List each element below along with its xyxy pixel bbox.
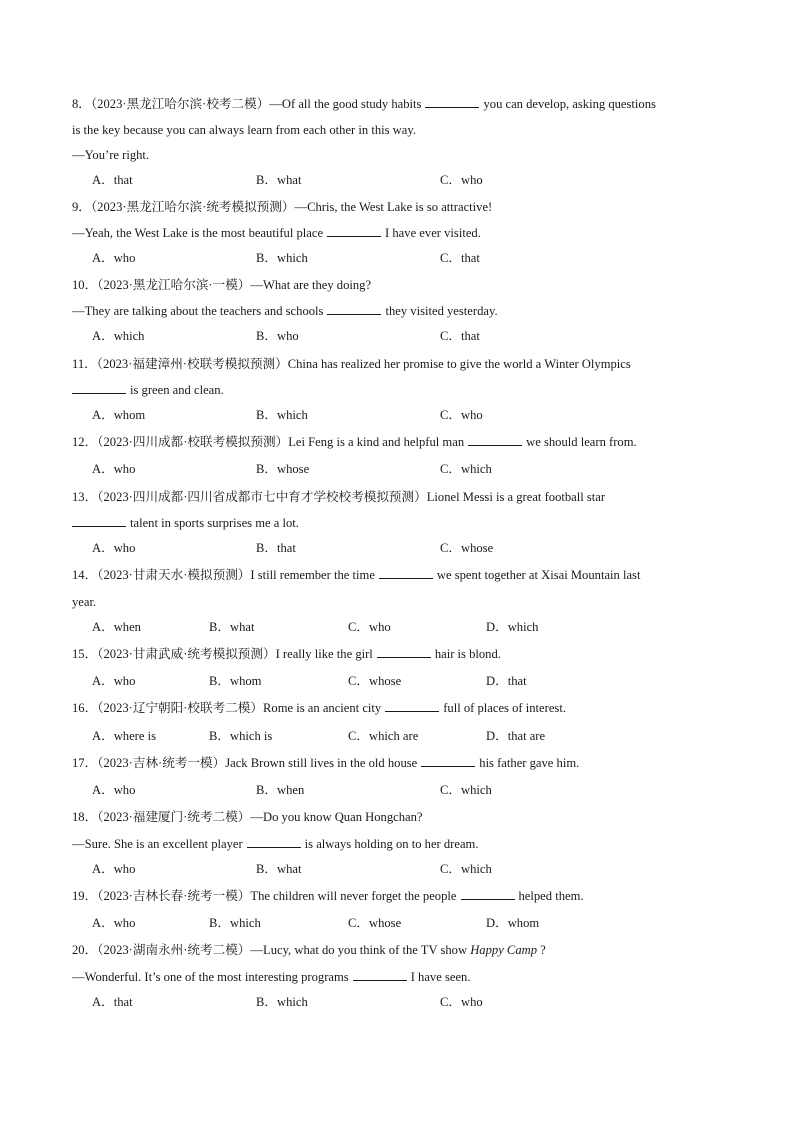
question-stem bbox=[72, 809, 423, 825]
question-text: —What are they doing? bbox=[250, 278, 372, 292]
option-d[interactable]: D．whom bbox=[486, 916, 540, 930]
question-dialogue-reply bbox=[72, 303, 498, 319]
question-number: 15． bbox=[72, 647, 98, 661]
question-source: （2023·甘肃天水·模拟预测） bbox=[97, 568, 251, 582]
option-b[interactable]: B．which bbox=[256, 408, 308, 422]
question-text: Rome is an ancient city bbox=[263, 701, 382, 715]
answer-blank[interactable] bbox=[327, 303, 381, 315]
option-c[interactable]: C．who bbox=[440, 173, 483, 187]
question-text: The children will never forget the people bbox=[250, 889, 457, 903]
option-c[interactable]: C．who bbox=[348, 620, 391, 634]
answer-blank[interactable] bbox=[353, 969, 407, 981]
option-c[interactable]: C．which bbox=[440, 862, 492, 876]
question-number: 10． bbox=[72, 278, 98, 292]
option-a[interactable]: A．who bbox=[92, 674, 136, 688]
option-c[interactable]: C．who bbox=[440, 408, 483, 422]
question-number: 14． bbox=[72, 568, 98, 582]
option-a[interactable]: A．who bbox=[92, 862, 136, 876]
answer-blank[interactable] bbox=[327, 225, 381, 237]
option-c[interactable]: C．whose bbox=[348, 916, 402, 930]
question-stem-continued bbox=[72, 515, 299, 531]
answer-blank[interactable] bbox=[379, 567, 433, 579]
question-number: 20． bbox=[72, 943, 98, 957]
option-a[interactable]: A．which bbox=[92, 329, 145, 343]
question-text: is green and clean. bbox=[130, 383, 224, 397]
question-text: I still remember the time bbox=[250, 568, 375, 582]
question-dialogue-reply bbox=[72, 147, 149, 163]
question-dialogue-reply bbox=[72, 836, 479, 852]
question-source: （2023·黑龙江哈尔滨·校考二模） bbox=[90, 97, 270, 111]
question-text: —Wonderful. It’s one of the most interesting programs bbox=[72, 970, 349, 984]
question-source: （2023·福建厦门·统考二模） bbox=[97, 810, 251, 824]
question-source: （2023·四川成都·四川省成都市七中育才学校校考模拟预测） bbox=[97, 490, 427, 504]
question-text: year. bbox=[72, 595, 97, 609]
question-stem-continued bbox=[72, 382, 224, 398]
question-number: 8． bbox=[72, 97, 91, 111]
option-c[interactable]: C．which are bbox=[348, 729, 419, 743]
option-a[interactable]: A．when bbox=[92, 620, 141, 634]
option-b[interactable]: B．what bbox=[209, 620, 255, 634]
option-c[interactable]: C．which bbox=[440, 783, 492, 797]
question-stem bbox=[72, 755, 579, 771]
question-stem bbox=[72, 888, 584, 904]
answer-blank[interactable] bbox=[385, 700, 439, 712]
question-dialogue-reply bbox=[72, 225, 481, 241]
question-stem bbox=[72, 199, 492, 215]
option-c[interactable]: C．which bbox=[440, 462, 492, 476]
option-a[interactable]: A．who bbox=[92, 916, 136, 930]
option-c[interactable]: C．whose bbox=[440, 541, 494, 555]
option-a[interactable]: A．whom bbox=[92, 408, 146, 422]
answer-blank[interactable] bbox=[377, 646, 431, 658]
question-source: （2023·吉林长春·统考一模） bbox=[97, 889, 251, 903]
question-text: —Chris, the West Lake is so attractive! bbox=[294, 200, 493, 214]
answer-blank[interactable] bbox=[468, 434, 522, 446]
question-text: —Of all the good study habits bbox=[269, 97, 422, 111]
question-source: （2023·甘肃武威·统考模拟预测） bbox=[97, 647, 276, 661]
option-a[interactable]: A．where is bbox=[92, 729, 157, 743]
option-a[interactable]: A．who bbox=[92, 251, 136, 265]
question-number: 13． bbox=[72, 490, 98, 504]
option-b[interactable]: B．what bbox=[256, 173, 302, 187]
option-b[interactable]: B．that bbox=[256, 541, 296, 555]
question-text: is the key because you can always learn from each other in this way. bbox=[72, 123, 416, 137]
question-number: 12． bbox=[72, 435, 98, 449]
answer-blank[interactable] bbox=[72, 382, 126, 394]
question-text: you can develop, asking questions bbox=[483, 97, 656, 111]
option-d[interactable]: D．that bbox=[486, 674, 527, 688]
question-text: I have ever visited. bbox=[385, 226, 481, 240]
option-a[interactable]: A．who bbox=[92, 462, 136, 476]
question-source: （2023·辽宁朝阳·校联考二模） bbox=[97, 701, 263, 715]
option-b[interactable]: B．which bbox=[209, 916, 261, 930]
option-b[interactable]: B．what bbox=[256, 862, 302, 876]
question-number: 18． bbox=[72, 810, 98, 824]
question-text: we should learn from. bbox=[526, 435, 637, 449]
option-b[interactable]: B．which bbox=[256, 251, 308, 265]
question-source: （2023·黑龙江哈尔滨·统考模拟预测） bbox=[90, 200, 295, 214]
question-source: （2023·吉林·统考一模） bbox=[97, 756, 226, 770]
question-text: China has realized her promise to give the world a Winter Olympics bbox=[287, 357, 631, 371]
option-c[interactable]: C．that bbox=[440, 329, 480, 343]
question-text: I really like the girl bbox=[275, 647, 373, 661]
question-text: Lei Feng is a kind and helpful man bbox=[288, 435, 465, 449]
option-a[interactable]: A．who bbox=[92, 541, 136, 555]
question-text: is always holding on to her dream. bbox=[304, 837, 479, 851]
question-text: —Yeah, the West Lake is the most beautiful place bbox=[72, 226, 324, 240]
question-stem bbox=[72, 356, 631, 372]
option-b[interactable]: B．whom bbox=[209, 674, 262, 688]
question-number: 16． bbox=[72, 701, 98, 715]
question-text: —Sure. She is an excellent player bbox=[72, 837, 243, 851]
question-text: —They are talking about the teachers and schools bbox=[72, 304, 324, 318]
question-stem bbox=[72, 567, 640, 583]
question-number: 17． bbox=[72, 756, 98, 770]
question-dialogue-reply bbox=[72, 969, 471, 985]
option-c[interactable]: C．that bbox=[440, 251, 480, 265]
answer-blank[interactable] bbox=[72, 515, 126, 527]
question-number: 9． bbox=[72, 200, 91, 214]
option-c[interactable]: C．who bbox=[440, 995, 483, 1009]
question-stem-continued bbox=[72, 594, 96, 610]
question-stem bbox=[72, 96, 656, 112]
tv-show-title: Happy Camp bbox=[470, 943, 538, 957]
question-number: 11． bbox=[72, 357, 97, 371]
option-b[interactable]: B．whose bbox=[256, 462, 310, 476]
question-text: we spent together at Xisai Mountain last bbox=[436, 568, 641, 582]
question-stem bbox=[72, 700, 566, 716]
question-text: helped them. bbox=[518, 889, 584, 903]
option-b[interactable]: B．which is bbox=[209, 729, 273, 743]
option-b[interactable]: B．when bbox=[256, 783, 305, 797]
question-text: his father gave him. bbox=[479, 756, 580, 770]
answer-blank[interactable] bbox=[425, 96, 479, 108]
question-stem bbox=[72, 277, 371, 293]
option-c[interactable]: C．whose bbox=[348, 674, 402, 688]
question-text: hair is blond. bbox=[434, 647, 501, 661]
question-text: —Lucy, what do you think of the TV show bbox=[250, 943, 468, 957]
question-text: —You’re right. bbox=[72, 148, 150, 162]
option-a[interactable]: A．that bbox=[92, 995, 133, 1009]
question-source: （2023·黑龙江哈尔滨·一模） bbox=[97, 278, 251, 292]
answer-blank[interactable] bbox=[247, 836, 301, 848]
question-text: —Do you know Quan Hongchan? bbox=[250, 810, 423, 824]
question-stem bbox=[72, 646, 501, 662]
option-b[interactable]: B．which bbox=[256, 995, 308, 1009]
question-text: they visited yesterday. bbox=[385, 304, 498, 318]
option-a[interactable]: A．that bbox=[92, 173, 133, 187]
question-source: （2023·四川成都·校联考模拟预测） bbox=[97, 435, 289, 449]
question-source: （2023·湖南永州·统考二模） bbox=[97, 943, 251, 957]
question-text: Jack Brown still lives in the old house bbox=[225, 756, 418, 770]
option-a[interactable]: A．who bbox=[92, 783, 136, 797]
option-b[interactable]: B．who bbox=[256, 329, 299, 343]
question-text: Lionel Messi is a great football star bbox=[426, 490, 606, 504]
question-stem bbox=[72, 489, 605, 505]
question-stem-continued bbox=[72, 122, 416, 138]
answer-blank[interactable] bbox=[421, 755, 475, 767]
question-text: I have seen. bbox=[410, 970, 471, 984]
question-number: 19． bbox=[72, 889, 98, 903]
option-d[interactable]: D．which bbox=[486, 620, 539, 634]
option-d[interactable]: D．that are bbox=[486, 729, 546, 743]
question-source: （2023·福建漳州·校联考模拟预测） bbox=[96, 357, 288, 371]
question-text: full of places of interest. bbox=[443, 701, 566, 715]
question-text: talent in sports surprises me a lot. bbox=[130, 516, 299, 530]
answer-blank[interactable] bbox=[461, 888, 515, 900]
question-stem bbox=[72, 434, 637, 450]
question-stem bbox=[72, 942, 546, 958]
question-text: ? bbox=[540, 943, 546, 957]
